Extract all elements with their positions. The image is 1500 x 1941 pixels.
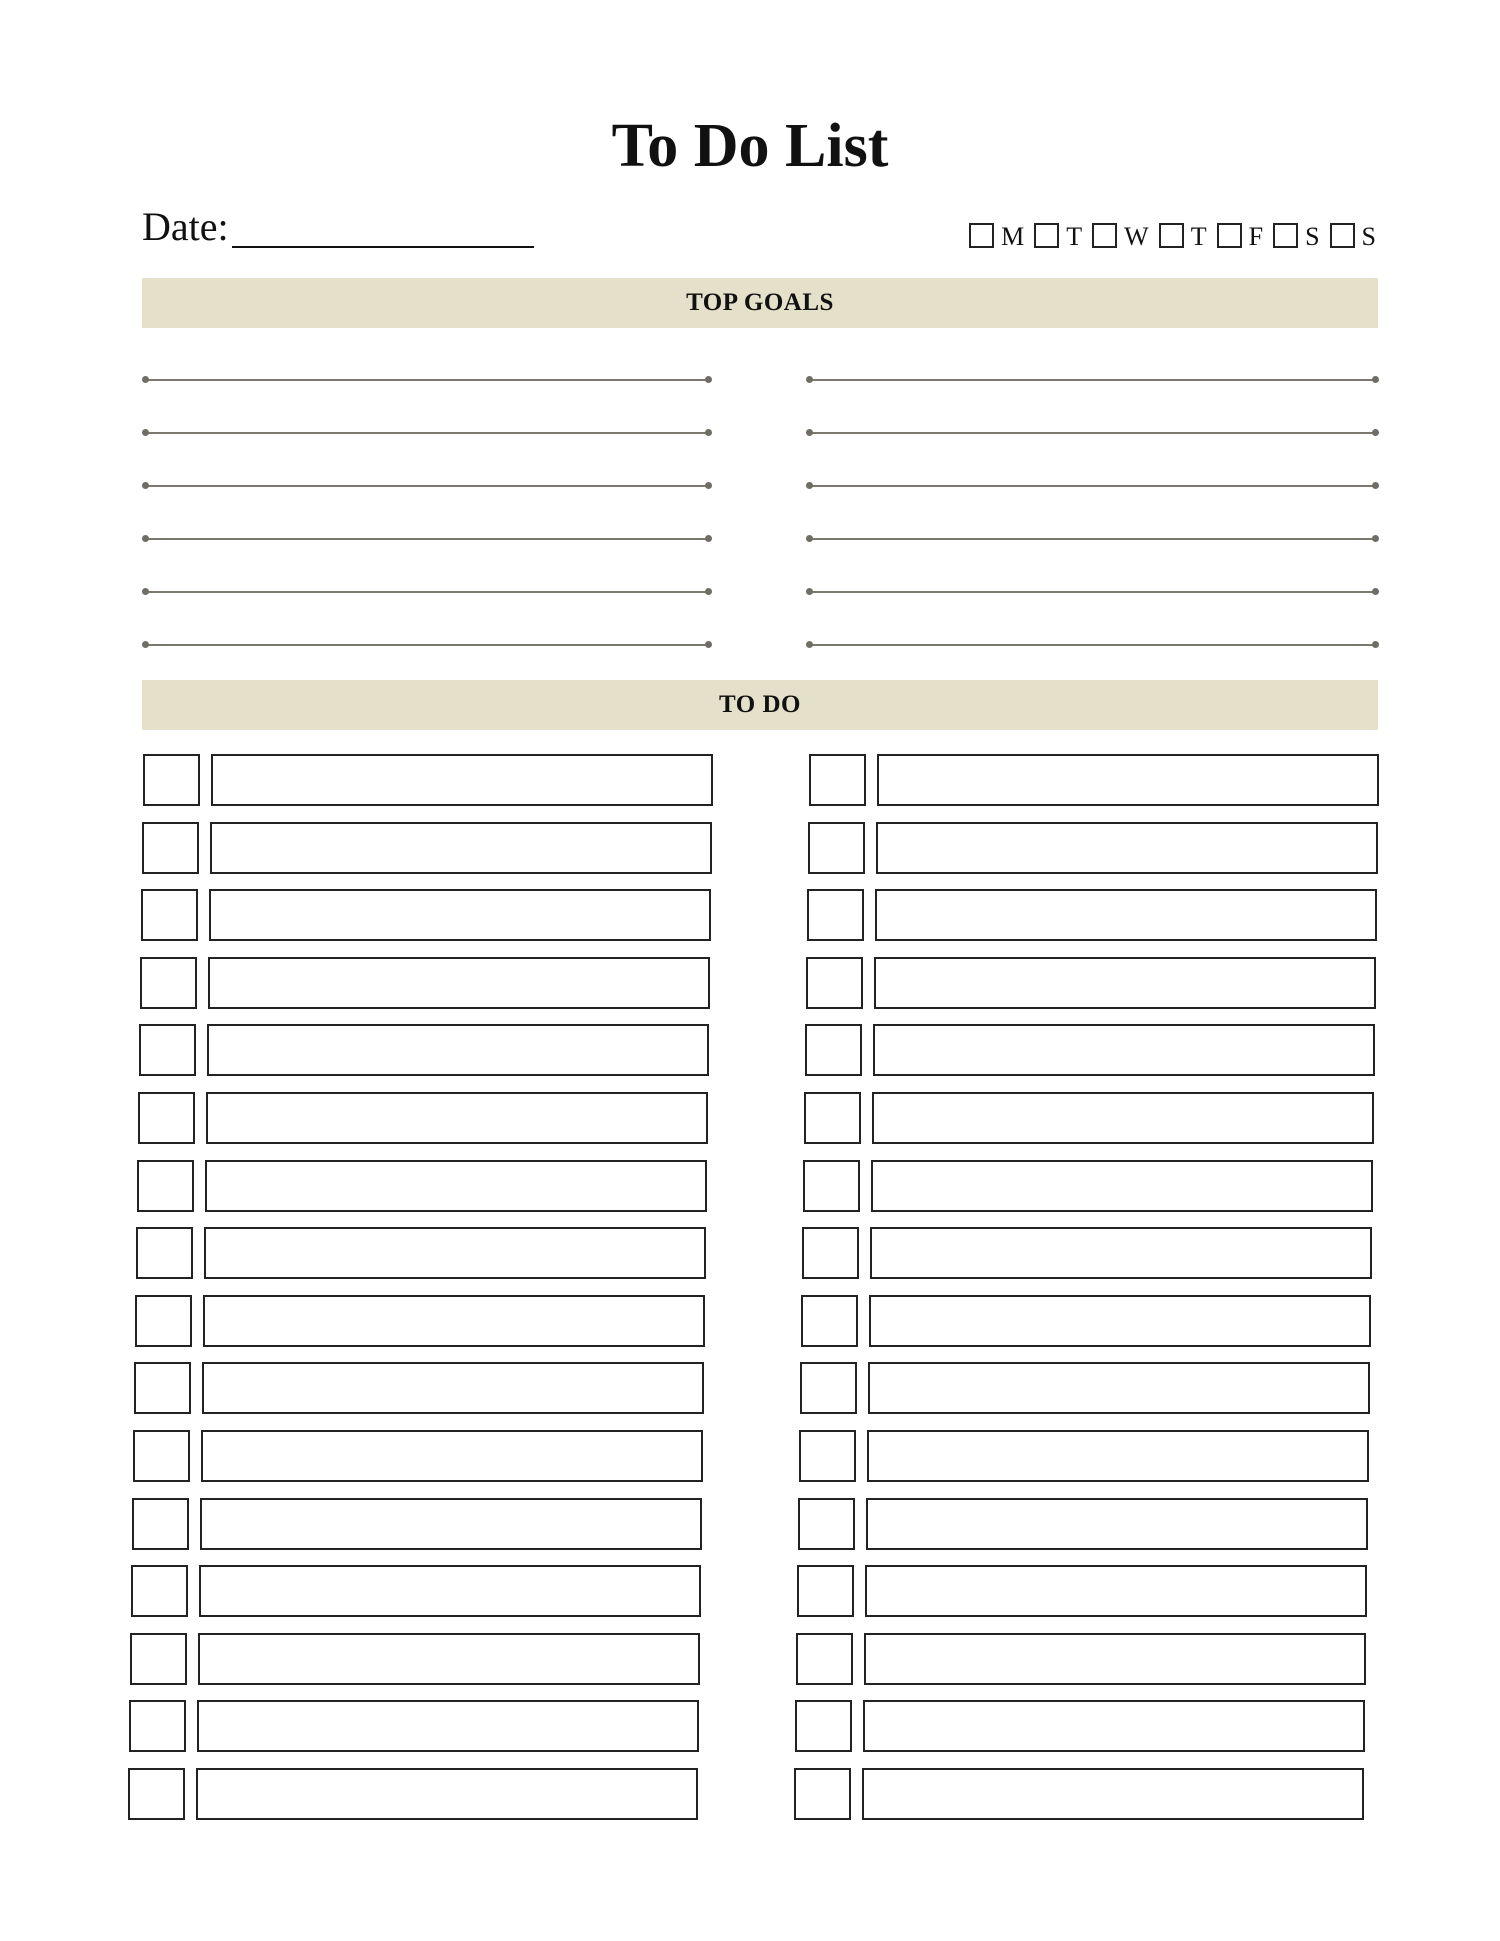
todo-checkbox[interactable]: [135, 1295, 192, 1347]
line-end-dot: [705, 376, 712, 383]
line-end-dot: [1372, 588, 1379, 595]
day-label: F: [1248, 222, 1264, 251]
todo-checkbox[interactable]: [132, 1498, 189, 1550]
line-end-dot: [142, 376, 149, 383]
date-label: Date:: [142, 204, 229, 249]
todo-text-field[interactable]: [203, 1295, 705, 1347]
line-end-dot: [705, 482, 712, 489]
todo-row: [796, 1633, 1366, 1685]
line-end-dot: [705, 535, 712, 542]
todo-row: [806, 957, 1376, 1009]
day-checkbox[interactable]: [1330, 223, 1355, 248]
todo-row: [802, 1227, 1372, 1279]
todo-row: [136, 1227, 706, 1279]
todo-row: [795, 1700, 1365, 1752]
goal-line-left[interactable]: [146, 538, 708, 540]
top-goals-header: TOP GOALS: [142, 278, 1378, 328]
todo-checkbox[interactable]: [798, 1498, 855, 1550]
todo-row: [804, 1092, 1374, 1144]
day-label: M: [1001, 222, 1025, 251]
todo-text-field[interactable]: [197, 1700, 699, 1752]
todo-text-field[interactable]: [862, 1768, 1364, 1820]
line-end-dot: [806, 588, 813, 595]
line-end-dot: [1372, 535, 1379, 542]
todo-text-field[interactable]: [202, 1362, 704, 1414]
todo-text-field[interactable]: [210, 822, 712, 874]
todo-text-field[interactable]: [868, 1362, 1370, 1414]
line-end-dot: [806, 535, 813, 542]
line-end-dot: [142, 482, 149, 489]
todo-checkbox[interactable]: [794, 1768, 851, 1820]
todo-text-field[interactable]: [198, 1633, 700, 1685]
todo-text-field[interactable]: [865, 1565, 1367, 1617]
todo-checkbox[interactable]: [143, 754, 200, 806]
todo-checkbox[interactable]: [805, 1024, 862, 1076]
line-end-dot: [1372, 482, 1379, 489]
day-checkbox[interactable]: [969, 223, 994, 248]
date-field[interactable]: [232, 246, 534, 248]
todo-text-field[interactable]: [875, 889, 1377, 941]
line-end-dot: [1372, 376, 1379, 383]
todo-row: [799, 1430, 1369, 1482]
day-label: W: [1124, 222, 1149, 251]
todo-checkbox[interactable]: [142, 822, 199, 874]
line-end-dot: [142, 535, 149, 542]
goal-line-left[interactable]: [146, 485, 708, 487]
todo-row: [142, 822, 712, 874]
todo-row: [132, 1498, 702, 1550]
todo-text-field[interactable]: [863, 1700, 1365, 1752]
todo-checkbox[interactable]: [809, 754, 866, 806]
todo-text-field[interactable]: [205, 1160, 707, 1212]
day-checkbox[interactable]: [1092, 223, 1117, 248]
todo-row: [808, 822, 1378, 874]
todo-checkbox[interactable]: [140, 957, 197, 1009]
todo-text-field[interactable]: [208, 957, 710, 1009]
line-end-dot: [806, 376, 813, 383]
line-end-dot: [142, 429, 149, 436]
todo-row: [134, 1362, 704, 1414]
todo-checkbox[interactable]: [133, 1430, 190, 1482]
todo-row: [794, 1768, 1364, 1820]
line-end-dot: [806, 482, 813, 489]
goal-line-right[interactable]: [810, 644, 1375, 646]
todo-row: [798, 1498, 1368, 1550]
todo-checkbox[interactable]: [141, 889, 198, 941]
todo-checkbox[interactable]: [138, 1092, 195, 1144]
todo-text-field[interactable]: [864, 1633, 1366, 1685]
day-checkbox[interactable]: [1034, 223, 1059, 248]
todo-text-field[interactable]: [870, 1227, 1372, 1279]
goal-line-left[interactable]: [146, 432, 708, 434]
line-end-dot: [806, 429, 813, 436]
goal-line-right[interactable]: [810, 432, 1375, 434]
day-friday[interactable]: [1217, 222, 1263, 252]
todo-text-field[interactable]: [869, 1295, 1371, 1347]
todo-row: [141, 889, 711, 941]
page-title: To Do List: [611, 112, 889, 180]
line-end-dot: [705, 429, 712, 436]
day-label: S: [1305, 222, 1320, 251]
todo-row: [800, 1362, 1370, 1414]
todo-checkbox[interactable]: [802, 1227, 859, 1279]
todo-row: [138, 1092, 708, 1144]
todo-row: [128, 1768, 698, 1820]
line-end-dot: [1372, 429, 1379, 436]
todo-checkbox[interactable]: [134, 1362, 191, 1414]
todo-checkbox[interactable]: [800, 1362, 857, 1414]
todo-text-field[interactable]: [877, 754, 1379, 806]
todo-row: [803, 1160, 1373, 1212]
todo-text-field[interactable]: [199, 1565, 701, 1617]
todo-checkbox[interactable]: [130, 1633, 187, 1685]
todo-checkbox[interactable]: [796, 1633, 853, 1685]
todo-row: [135, 1295, 705, 1347]
todo-checkbox[interactable]: [806, 957, 863, 1009]
todo-checkbox[interactable]: [807, 889, 864, 941]
todo-checkbox[interactable]: [808, 822, 865, 874]
todo-row: [133, 1430, 703, 1482]
todo-row: [797, 1565, 1367, 1617]
todo-header: TO DO: [142, 680, 1378, 730]
goal-line-left[interactable]: [146, 591, 708, 593]
weekday-selector: [959, 218, 1376, 252]
todo-text-field[interactable]: [876, 822, 1378, 874]
day-wednesday[interactable]: [1092, 222, 1149, 252]
todo-checkbox[interactable]: [129, 1700, 186, 1752]
todo-checkbox[interactable]: [804, 1092, 861, 1144]
day-label: T: [1066, 222, 1083, 251]
todo-checkbox[interactable]: [128, 1768, 185, 1820]
todo-text-field[interactable]: [873, 1024, 1375, 1076]
todo-row: [807, 889, 1377, 941]
line-end-dot: [705, 641, 712, 648]
todo-checkbox[interactable]: [797, 1565, 854, 1617]
goal-line-right[interactable]: [810, 485, 1375, 487]
todo-text-field[interactable]: [874, 957, 1376, 1009]
goal-line-right[interactable]: [810, 591, 1375, 593]
todo-row: [130, 1633, 700, 1685]
todo-text-field[interactable]: [206, 1092, 708, 1144]
todo-text-field[interactable]: [866, 1498, 1368, 1550]
day-checkbox[interactable]: [1159, 223, 1184, 248]
todo-checkbox[interactable]: [139, 1024, 196, 1076]
todo-text-field[interactable]: [201, 1430, 703, 1482]
todo-checkbox[interactable]: [803, 1160, 860, 1212]
todo-row: [140, 957, 710, 1009]
todo-row: [131, 1565, 701, 1617]
todo-text-field[interactable]: [200, 1498, 702, 1550]
line-end-dot: [142, 641, 149, 648]
day-thursday[interactable]: [1159, 222, 1207, 252]
todo-checkbox[interactable]: [801, 1295, 858, 1347]
day-tuesday[interactable]: [1034, 222, 1082, 252]
day-checkbox[interactable]: [1273, 223, 1298, 248]
todo-row: [801, 1295, 1371, 1347]
todo-checkbox[interactable]: [795, 1700, 852, 1752]
todo-text-field[interactable]: [211, 754, 713, 806]
line-end-dot: [1372, 641, 1379, 648]
day-saturday[interactable]: [1273, 222, 1319, 252]
line-end-dot: [142, 588, 149, 595]
todo-checkbox[interactable]: [131, 1565, 188, 1617]
todo-row: [139, 1024, 709, 1076]
todo-text-field[interactable]: [871, 1160, 1373, 1212]
line-end-dot: [705, 588, 712, 595]
line-end-dot: [806, 641, 813, 648]
todo-text-field[interactable]: [204, 1227, 706, 1279]
goal-line-left[interactable]: [146, 379, 708, 381]
todo-text-field[interactable]: [867, 1430, 1369, 1482]
todo-checkbox[interactable]: [799, 1430, 856, 1482]
day-label: S: [1361, 222, 1376, 251]
todo-text-field[interactable]: [207, 1024, 709, 1076]
goal-line-right[interactable]: [810, 538, 1375, 540]
day-checkbox[interactable]: [1217, 223, 1242, 248]
day-label: T: [1190, 222, 1207, 251]
todo-checkbox[interactable]: [137, 1160, 194, 1212]
todo-text-field[interactable]: [209, 889, 711, 941]
todo-checkbox[interactable]: [136, 1227, 193, 1279]
todo-row: [129, 1700, 699, 1752]
goal-line-right[interactable]: [810, 379, 1375, 381]
todo-row: [137, 1160, 707, 1212]
todo-row: [805, 1024, 1375, 1076]
goal-line-left[interactable]: [146, 644, 708, 646]
todo-text-field[interactable]: [196, 1768, 698, 1820]
todo-row: [809, 754, 1379, 806]
day-sunday[interactable]: [1330, 222, 1376, 252]
todo-row: [143, 754, 713, 806]
day-monday[interactable]: [969, 222, 1024, 252]
todo-text-field[interactable]: [872, 1092, 1374, 1144]
